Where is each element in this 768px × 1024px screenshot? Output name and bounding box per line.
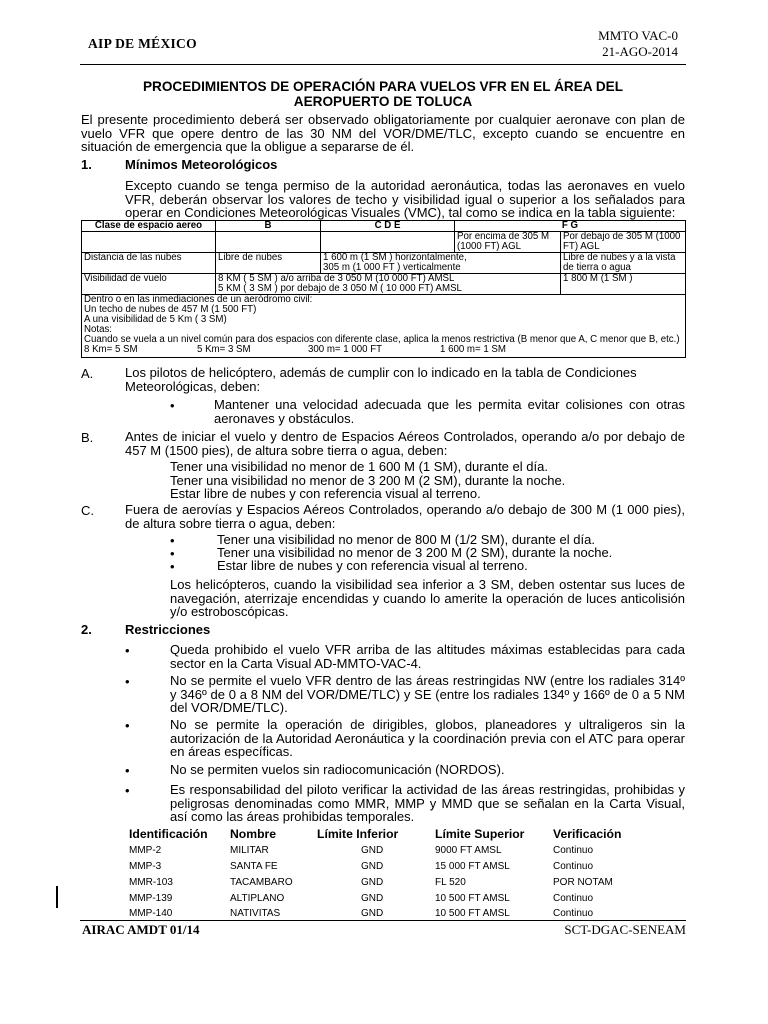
rt-cell-name: NATIVITAS	[230, 908, 281, 919]
vmc-subheader-row	[82, 232, 686, 253]
bullet-dot: •	[125, 718, 130, 733]
rt-cell-lower: GND	[361, 877, 384, 888]
rt-cell-upper: 10 500 FT AMSL	[435, 893, 510, 904]
rt-cell-lower: GND	[361, 893, 384, 904]
bullet-dot: •	[125, 643, 130, 658]
footer-amendment: AIRAC AMDT 01/14	[82, 922, 200, 937]
section-b-text: Antes de iniciar el vuelo y dentro de Espacios Aéreos Controlados, operando a/o por debajo de 457 M (1500 pies), de altura sobre tierra o agua, deben:	[125, 429, 685, 458]
vmc-conv-2: 5 Km= 3 SM	[197, 344, 251, 355]
vmc-row-notes	[82, 295, 686, 358]
section-a-bullet-1: Mantener una velocidad adecuada que les permita evitar colisiones con otras aeronaves y obstáculos.	[214, 397, 685, 426]
vmc-note-1: Dentro o en las inmediaciones de un aeródromo civil:	[84, 294, 313, 305]
bullet-dot: •	[125, 674, 130, 689]
rt-cell-verification: Continuo	[553, 861, 594, 872]
revision-bar	[56, 886, 58, 908]
bullet-dot: •	[125, 783, 130, 798]
vmc-fg-below: Por debajo de 305 M (1000 FT) AGL	[561, 232, 686, 253]
vmc-r2-bcde	[216, 274, 561, 295]
restriction-4: No se permiten vuelos sin radiocomunicación (NORDOS).	[170, 762, 505, 777]
vmc-note-3: A una visibilidad de 5 Km ( 3 SM)	[84, 314, 227, 325]
section-b-letter: B.	[81, 430, 94, 445]
rt-cell-upper: 15 000 FT AMSL	[435, 861, 510, 872]
footer-publisher: SCT-DGAC-SENEAM	[564, 922, 686, 937]
bullet-dot: •	[170, 398, 175, 413]
section-c-bullet-1: Tener una visibilidad no menor de 800 M (1/2 SM), durante el día.	[217, 532, 595, 547]
restriction-1: Queda prohibido el vuelo VFR arriba de las altitudes máximas establecidas para cada sector en la Carta Visual AD-MMTO-VAC-4.	[170, 642, 685, 671]
rt-cell-verification: Continuo	[553, 845, 594, 856]
vmc-note-2: Un techo de nubes de 457 M (1 500 FT)	[84, 304, 257, 315]
section-1-number: 1.	[81, 157, 92, 172]
vmc-r2-line1: 8 KM ( 5 SM ) a/o arriba de 3 050 M (10 000 FT) AMSL	[218, 273, 455, 284]
rt-cell-name: SANTA FE	[230, 861, 278, 872]
rt-cell-name: ALTIPLANO	[230, 893, 285, 904]
vmc-table	[81, 220, 686, 358]
vmc-r1-label: Distancia de las nubes	[82, 253, 216, 274]
intro-paragraph: El presente procedimiento deberá ser observado obligatoriamente por cualquier aeronave con plan de vuelo VFR que opere dentro de las 30 NM del VOR/DME/TLC, excepto cuando se encuentre en situación de emergencia que la obligue a separarse de él.	[81, 112, 685, 154]
vmc-conv-4: 1 600 m= 1 SM	[440, 344, 506, 355]
rt-cell-id: MMP-140	[129, 908, 173, 919]
rt-cell-lower: GND	[361, 908, 384, 919]
vmc-header-row	[82, 221, 686, 232]
vmc-note-5: Cuando se vuela a un nivel común para dos espacios con diferente clase, aplica la menos restrictiva (B menor que A, C menor que B, etc.)	[84, 334, 680, 345]
vmc-r1-cde-line1: 1 600 m (1 SM ) horizontalmente,	[323, 252, 467, 263]
vmc-r2-line2: 5 KM ( 3 SM ) por debajo de 3 050 M ( 10 000 FT) AMSL	[218, 283, 462, 294]
bullet-dot: •	[170, 546, 175, 561]
vmc-r1-cde-line2: 305 m (1 000 FT ) verticalmente	[323, 262, 461, 273]
header-publication: AIP DE MÉXICO	[88, 36, 197, 51]
section-a-text: Los pilotos de helicóptero, además de cumplir con lo indicado en la tabla de Condiciones Meteorológicas, deben:	[125, 365, 637, 394]
section-a-letter: A.	[81, 366, 94, 381]
rt-cell-upper: FL 520	[435, 877, 466, 888]
rt-cell-verification: Continuo	[553, 893, 594, 904]
vmc-notes	[82, 295, 686, 358]
section-c-letter: C.	[81, 503, 94, 518]
section-2-title: Restricciones	[125, 622, 211, 637]
rt-cell-lower: GND	[361, 861, 384, 872]
bullet-dot: •	[170, 533, 175, 548]
vmc-h-cde: C D E	[321, 221, 455, 232]
rt-cell-name: MILITAR	[230, 845, 269, 856]
section-1-text: Excepto cuando se tenga permiso de la autoridad aeronáutica, todas las aeronaves en vuelo VFR, deberán observar los valores de techo y visibilidad igual o superior a los señalados para operar en Condiciones Meteorológicas Visuales (VMC), tal como se indica en la tabla siguiente:	[125, 178, 685, 220]
rt-cell-upper: 9000 FT AMSL	[435, 845, 502, 856]
vmc-h-class: Clase de espacio aereo	[82, 221, 216, 232]
rt-cell-verification: POR NOTAM	[553, 877, 613, 888]
rt-cell-id: MMP-2	[129, 845, 162, 856]
section-b-line-3: Estar libre de nubes y con referencia visual al terreno.	[170, 486, 481, 501]
restriction-5: Es responsabilidad del piloto verificar la actividad de las áreas restringidas, prohibidas y peligrosas denominadas como MMR, MMP y MMD que se señalan en la Carta Visual, así como las áreas prohibidas temporales.	[170, 782, 685, 824]
vmc-conv-1: 8 Km= 5 SM	[84, 344, 138, 355]
rt-cell-verification: Continuo	[553, 908, 594, 919]
section-b-line-2: Tener una visibilidad no menor de 3 200 M (2 SM), durante la noche.	[170, 472, 566, 488]
vmc-conversions	[84, 345, 683, 356]
vmc-r1-cde	[321, 253, 561, 274]
rt-cell-id: MMP-139	[129, 893, 173, 904]
vmc-conv-3: 300 m= 1 000 FT	[308, 344, 383, 355]
rt-header-lower: Límite Inferior	[317, 827, 399, 841]
header-rule	[80, 64, 686, 65]
section-c-text: Fuera de aerovías y Espacios Aéreos Controlados, operando a/o debajo de 300 M (1 000 pies), de altura sobre tierra o agua, deben:	[125, 502, 685, 531]
rt-header-name: Nombre	[230, 827, 277, 841]
rt-cell-lower: GND	[361, 845, 384, 856]
vmc-row-visibility	[82, 274, 686, 295]
section-c-helicopters: Los helicópteros, cuando la visibilidad sea inferior a 3 SM, deben ostentar sus luces de navegación, aterrizaje encendidas y cuando lo amerite la operación de luces anticolisión y/o estroboscópicas.	[170, 577, 685, 619]
rt-cell-id: MMP-3	[129, 861, 162, 872]
restriction-2: No se permite el vuelo VFR dentro de las áreas restringidas NW (entre los radiales 314º y 346º de 0 a 8 NM del VOR/DME/TLC) y SE (entre los radiales 134º y 166º de 0 a 5 NM del VOR/DME/TLC).	[170, 673, 685, 715]
vmc-note-4: Notas:	[84, 324, 112, 335]
section-2-number: 2.	[81, 622, 92, 637]
section-c-bullet-2: Tener una visibilidad no menor de 3 200 M (2 SM), durante la noche.	[217, 545, 613, 560]
rt-cell-name: TACAMBARO	[230, 877, 293, 888]
vmc-r2-label: Visibilidad de vuelo	[82, 274, 216, 295]
section-1-title: Mínimos Meteorológicos	[125, 157, 278, 172]
vmc-r2-fg-below: 1 800 M (1 SM )	[561, 274, 686, 295]
section-c-bullet-3: Estar libre de nubes y con referencia visual al terreno.	[217, 558, 528, 573]
vmc-row-clouds	[82, 253, 686, 274]
footer-rule	[80, 920, 686, 921]
rt-cell-upper: 10 500 FT AMSL	[435, 908, 510, 919]
vmc-r1-fg-below: Libre de nubes y a la vista de tierra o agua	[561, 253, 686, 274]
title-line-2: AEROPUERTO DE TOLUCA	[293, 94, 473, 109]
rt-cell-id: MMR-103	[129, 877, 173, 888]
title-line-1: PROCEDIMIENTOS DE OPERACIÓN PARA VUELOS VFR EN EL ÁREA DEL	[142, 79, 624, 94]
vmc-fg-above: Por encima de 305 M (1000 FT) AGL	[455, 232, 561, 253]
rt-header-verification: Verificación	[553, 827, 622, 841]
page-title	[80, 79, 686, 109]
header-doc-id	[560, 28, 678, 60]
section-b-lines	[170, 460, 685, 501]
bullet-dot: •	[170, 559, 175, 574]
rt-header-upper: Límite Superior	[435, 827, 525, 841]
doc-date: 21-AGO-2014	[602, 44, 678, 59]
doc-code: MMTO VAC-0	[598, 28, 678, 43]
bullet-dot: •	[125, 763, 130, 778]
restriction-3: No se permite la operación de dirigibles, globos, planeadores y ultraligeros sin la autorización de la Autoridad Aeronáutica y la coordinación previa con el ATC para operar en áreas específicas.	[170, 717, 685, 759]
vmc-r1-b: Libre de nubes	[216, 253, 321, 274]
vmc-h-fg: F G	[455, 221, 686, 232]
rt-header-id: Identificación	[129, 827, 208, 841]
vmc-h-b: B	[216, 221, 321, 232]
section-b-line-1: Tener una visibilidad no menor de 1 600 M (1 SM), durante el día.	[170, 459, 548, 474]
